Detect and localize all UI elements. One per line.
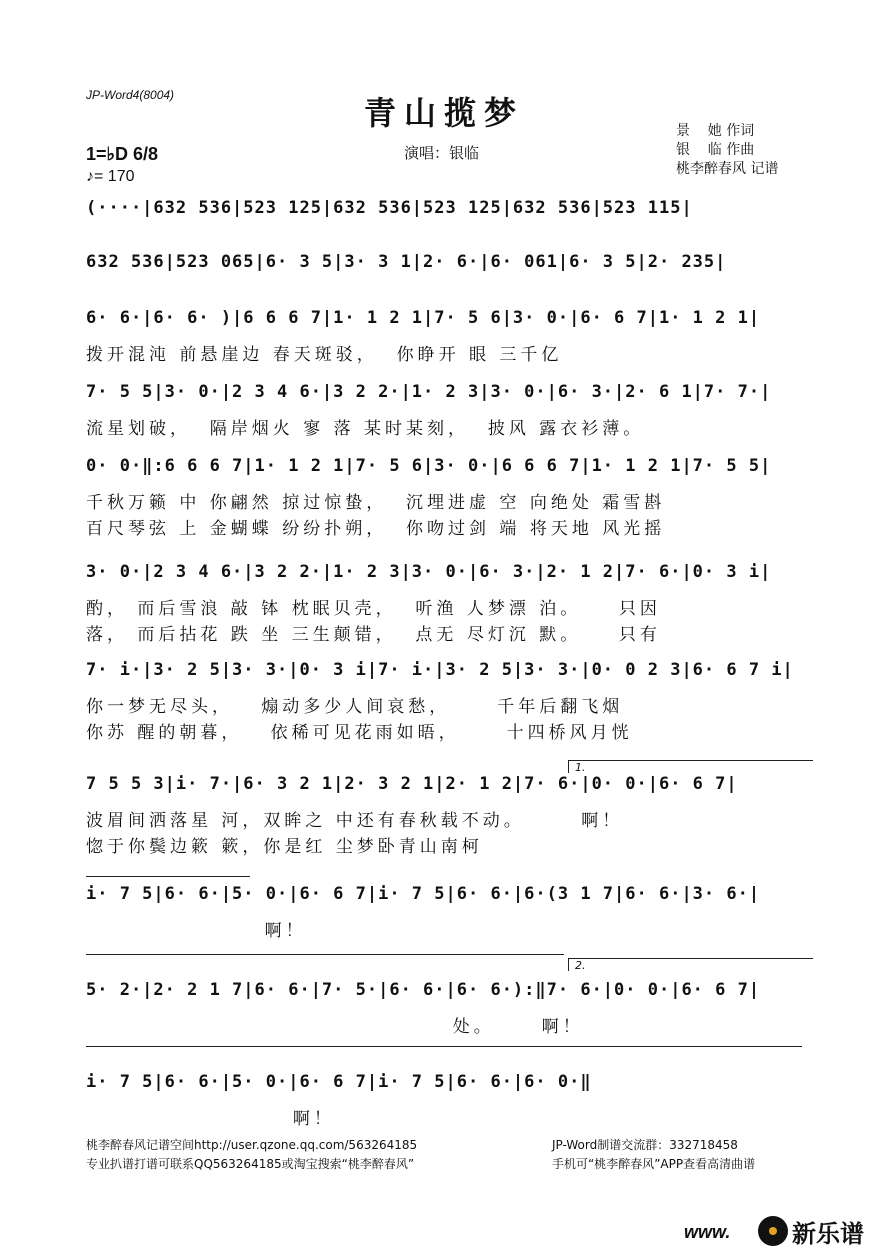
score-line (86, 382, 806, 408)
score-line (86, 252, 806, 278)
volta-second: 2. (568, 958, 813, 971)
lyric-line: 落， 而后拈花 跌 坐 三生颠错， 点无 尽灯沉 默。 只有 (86, 625, 661, 645)
song-title: 青山揽梦 (363, 94, 524, 132)
footer-right-line: JP-Word制谱交流群：332718458 (552, 1138, 738, 1152)
notation-text: i· 7 5|6· 6·|5· 0·|6· 6 7|i· 7 5|6· 6·|6·(3 1 7|6· 6·|3· 6·| (86, 884, 761, 904)
credits-block (676, 122, 778, 179)
system-bracket-line (86, 954, 564, 955)
record-disc-icon (758, 1216, 788, 1246)
logo-www: www. (684, 1222, 731, 1242)
lyric-line: 拨开混沌 前悬崖边 春天斑驳， 你睁开 眼 三千亿 (86, 345, 563, 365)
lyric-line: 你苏 醒的朝暮， 依稀可见花雨如晤， 十四桥风月恍 (86, 723, 633, 743)
lyric-line: 流星划破， 隔岸烟火 寥 落 某时某刻， 披风 露衣衫薄。 (86, 419, 645, 439)
footer-right-line: 手机可“桃李醉春风”APP查看高清曲谱 (552, 1157, 756, 1171)
lyric-line: 百尺琴弦 上 金蝴蝶 纷纷扑朔， 你吻过剑 端 将天地 风光摇 (86, 519, 666, 539)
notation-text: 7 5 5 3|i· 7·|6· 3 2 1|2· 3 2 1|2· 1 2|7· 6·|0· 0·|6· 6 7| (86, 774, 738, 794)
notation-text: 6· 6·|6· 6· )|6 6 6 7|1· 1 2 1|7· 5 6|3· 0·|6· 6 7|1· 1 2 1| (86, 308, 761, 328)
lyric-line: 处。 啊！ (86, 1017, 584, 1037)
composer-credit: 银 临 作曲 (676, 142, 755, 158)
score-line (86, 1072, 806, 1098)
lyric-line: 啊！ (86, 1109, 335, 1129)
footer-left-line: 桃李醉春风记谱空间http://user.qzone.qq.com/563264185 (86, 1138, 418, 1152)
notation-text: 7· i·|3· 2 5|3· 3·|0· 3 i|7· i·|3· 2 5|3· 3·|0· 0 2 3|6· 6 7 i| (86, 660, 794, 680)
lyric-line: 波眉间洒落星 河，双眸之 中还有春秋载不动。 啊！ (86, 811, 624, 831)
lyric-line: 啊！ (86, 921, 307, 941)
notation-text: (····|632 536|523 125|632 536|523 125|632 536|523 115| (86, 198, 693, 218)
transcriber-credit: 桃李醉春风 记谱 (676, 161, 779, 177)
notation-text: 5· 2·|2· 2 1 7|6· 6·|7· 5·|6· 6·|6· 6·):‖7· 6·|0· 0·|6· 6 7| (86, 980, 761, 1000)
logo-brand: 新乐谱 (792, 1220, 864, 1248)
score-line (86, 456, 806, 482)
score-line (86, 884, 806, 910)
score-line (86, 660, 806, 686)
singer-credit: 演唱：银临 (404, 144, 480, 162)
score-line (86, 308, 806, 334)
system-bracket-line (86, 1046, 802, 1047)
lyric-line: 千秋万籁 中 你翩然 掠过惊蛰， 沉埋进虚 空 向绝处 霜雪斟 (86, 493, 666, 513)
footer-left-line: 专业扒谱打谱可联系QQ563264185或淘宝搜索“桃李醉春风” (86, 1157, 415, 1171)
software-label: JP-Word4(8004) (86, 88, 175, 102)
score-line (86, 198, 806, 224)
score-line (86, 774, 806, 800)
lyricist-credit: 景 她 作词 (676, 123, 755, 139)
notation-text: 7· 5 5|3· 0·|2 3 4 6·|3 2 2·|1· 2 3|3· 0·|6· 3·|2· 6 1|7· 7·| (86, 382, 772, 402)
notation-text: 632 536|523 065|6· 3 5|3· 3 1|2· 6·|6· 061|6· 3 5|2· 235| (86, 252, 727, 272)
tempo-marking: ♪= 170 (86, 168, 135, 185)
notation-text: i· 7 5|6· 6·|5· 0·|6· 6 7|i· 7 5|6· 6·|6· 0·‖ (86, 1072, 592, 1092)
score-line (86, 980, 806, 1006)
volta-first: 1. (568, 760, 813, 773)
footer-right (552, 1136, 755, 1174)
key-signature: 1=♭D 6/8 (86, 144, 159, 164)
lyric-line: 你一梦无尽头， 煽动多少人间哀愁， 千年后翻飞烟 (86, 697, 624, 717)
site-logo (684, 1212, 884, 1252)
score-line (86, 562, 806, 588)
notation-text: 3· 0·|2 3 4 6·|3 2 2·|1· 2 3|3· 0·|6· 3·|2· 1 2|7· 6·|0· 3 i| (86, 562, 772, 582)
footer-left (86, 1136, 417, 1174)
system-bracket-line (86, 876, 250, 877)
notation-text: 0· 0·‖:6 6 6 7|1· 1 2 1|7· 5 6|3· 0·|6 6 6 7|1· 1 2 1|7· 5 5| (86, 456, 772, 476)
lyric-line: 惚于你鬓边簌 簌，你是红 尘梦卧青山南柯 (86, 837, 483, 857)
lyric-line: 酌， 而后雪浪 敲 钵 枕眠贝壳， 听渔 人梦漂 泊。 只因 (86, 599, 661, 619)
